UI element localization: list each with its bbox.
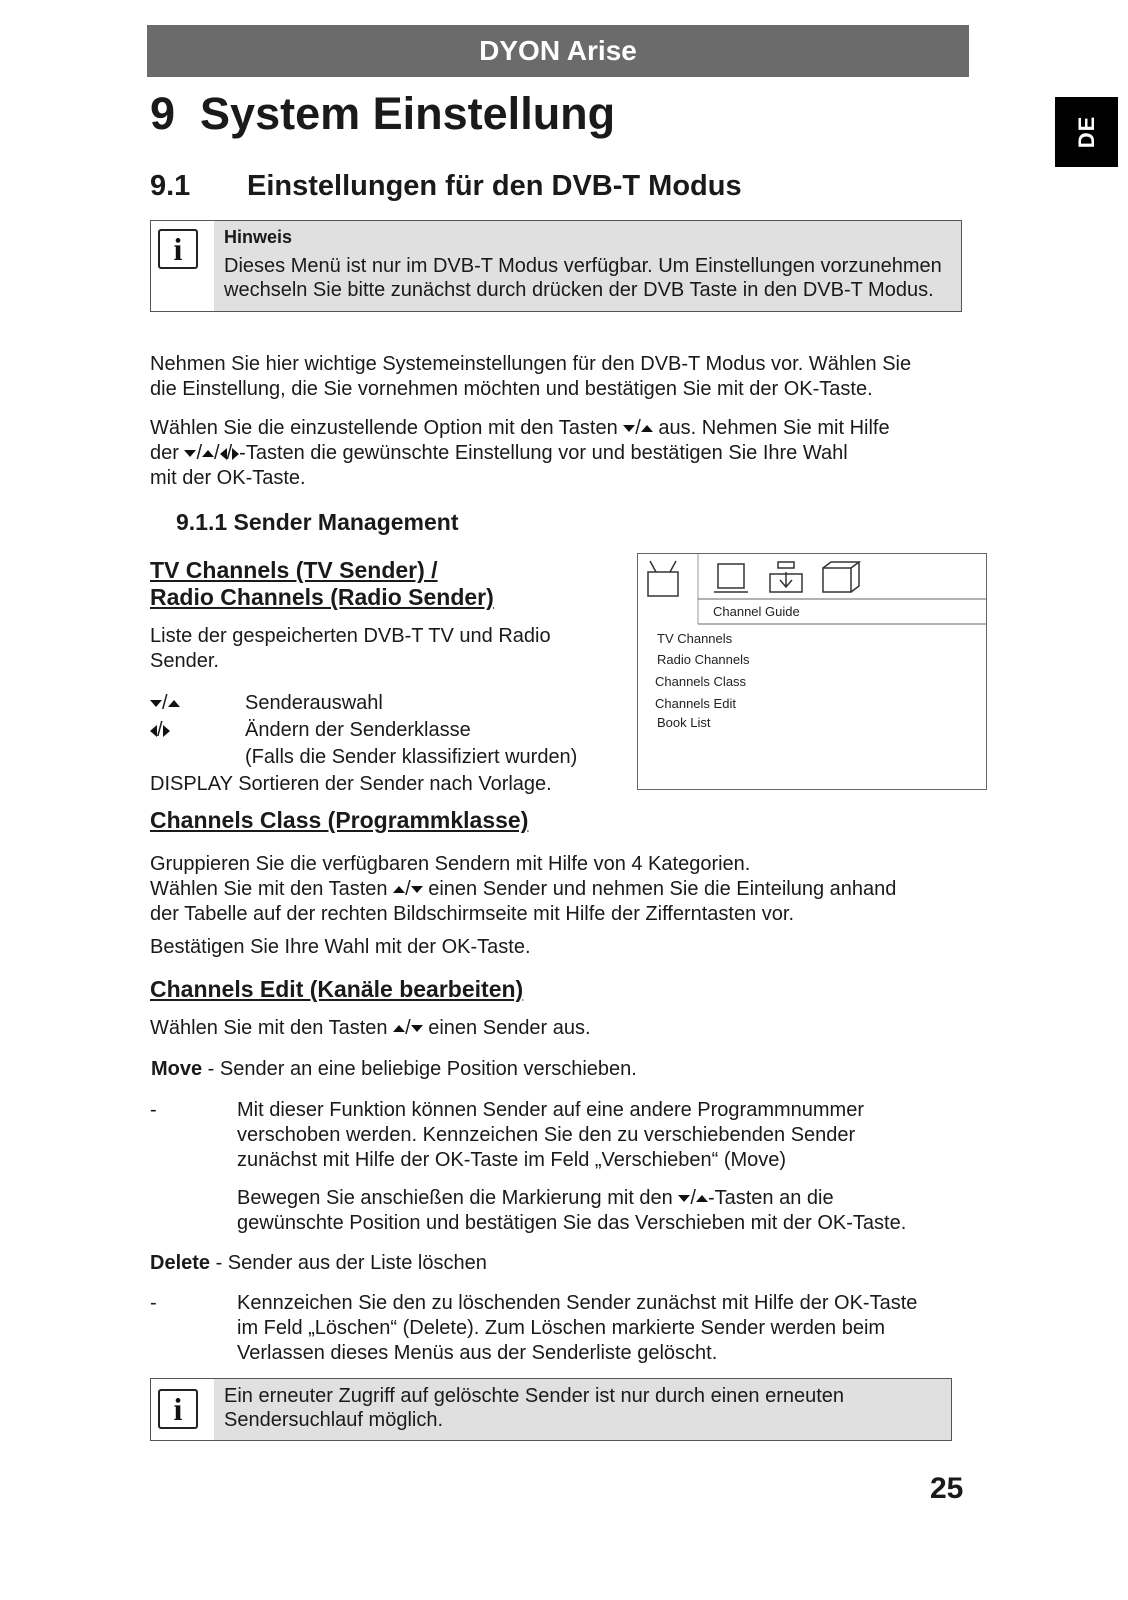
- text-line: Verlassen dieses Menüs aus der Senderliste gelöscht.: [237, 1342, 718, 1364]
- text-line: verschoben werden. Kennzeichen Sie den zu verschiebenden Sender: [237, 1124, 856, 1146]
- text-span: einen Sender und nehmen Sie die Einteilung anhand: [428, 878, 897, 900]
- text-line: die Einstellung, die Sie vornehmen möchten und bestätigen Sie mit der OK-Taste.: [150, 378, 873, 400]
- display-key-line: DISPLAY Sortieren der Sender nach Vorlage.: [150, 773, 552, 795]
- dash: -: [150, 1292, 157, 1314]
- language-tab: [1055, 97, 1118, 167]
- menu-item: Radio Channels: [657, 652, 750, 667]
- key-row: [150, 717, 552, 744]
- chapter-title: [150, 88, 615, 140]
- slash: /: [214, 442, 220, 464]
- heading-line: TV Channels (TV Sender) /: [150, 557, 438, 583]
- language-tab-label: DE: [1073, 115, 1099, 149]
- tv-icon: [648, 561, 678, 596]
- text-line: der Tabelle auf der rechten Bildschirmseite mit Hilfe der Zifferntasten vor.: [150, 903, 795, 925]
- info-icon: i: [158, 229, 198, 269]
- section-number: 9.1: [150, 170, 191, 202]
- page-number: 25: [930, 1472, 964, 1505]
- text-line: gewünschte Position und bestätigen Sie das Verschieben mit der OK-Taste.: [237, 1212, 907, 1234]
- header-title: DYON Arise: [479, 35, 637, 66]
- monitor-icon: [714, 564, 748, 592]
- arrow-down-icon: [411, 1025, 423, 1032]
- subsection-number: 9.1.1: [176, 509, 228, 535]
- arrow-left-icon: [150, 725, 157, 737]
- arrow-up-icon: [696, 1195, 708, 1202]
- channels-edit-intro: [150, 1016, 591, 1041]
- channel-guide-screenshot: [637, 553, 987, 790]
- text-span: Wählen Sie die einzustellende Option mit den Tasten: [150, 417, 618, 439]
- dash: -: [150, 1099, 157, 1121]
- text-span: Wählen Sie mit den Tasten: [150, 878, 388, 900]
- note-text: [224, 1384, 941, 1432]
- heading-line: Radio Channels (Radio Sender): [150, 584, 494, 610]
- subsection-title: [176, 509, 459, 536]
- arrow-down-icon: [184, 450, 196, 457]
- arrow-up-icon: [393, 1025, 405, 1032]
- text-span: Wählen Sie mit den Tasten: [150, 1017, 388, 1039]
- arrow-up-icon: [393, 886, 405, 893]
- intro-paragraph: [150, 416, 970, 491]
- slash: /: [635, 417, 641, 439]
- text-line: Gruppieren Sie die verfügbaren Sendern mit Hilfe von 4 Kategorien.: [150, 853, 751, 875]
- arrow-left-icon: [220, 448, 227, 460]
- slash: /: [196, 442, 203, 464]
- text-line: [150, 416, 970, 441]
- move-description: - Sender an eine beliebige Position verschieben.: [202, 1058, 637, 1080]
- slash: /: [690, 1187, 696, 1209]
- arrow-down-icon: [411, 886, 423, 893]
- key-description: Ändern der Senderklasse: [245, 719, 471, 741]
- note-line: Sendersuchlauf möglich.: [224, 1409, 444, 1431]
- channels-class-heading: Channels Class (Programmklasse): [150, 807, 529, 833]
- text-line: mit der OK-Taste.: [150, 467, 306, 489]
- text-line: Liste der gespeicherten DVB-T TV und Radio: [150, 625, 551, 647]
- note-box: [150, 1378, 952, 1441]
- section-title: Einstellungen für den DVB-T Modus: [247, 170, 742, 202]
- channels-edit-heading: Channels Edit (Kanäle bearbeiten): [150, 976, 524, 1002]
- text-line: [150, 441, 970, 466]
- tv-channels-heading: [150, 557, 494, 611]
- move-label: Move: [151, 1058, 203, 1080]
- menu-tab-title: Channel Guide: [713, 604, 800, 619]
- move-line: [151, 1057, 637, 1082]
- key-row: [150, 744, 578, 771]
- intro-paragraph: [150, 352, 970, 402]
- note-heading: Hinweis: [224, 227, 293, 247]
- key-description: Senderauswahl: [245, 692, 383, 714]
- key-description: (Falls die Sender klassifiziert wurden): [245, 746, 578, 768]
- text-span: -Tasten die gewünschte Einstellung vor und bestätigen Sie Ihre Wahl: [239, 442, 848, 464]
- key-list: [150, 690, 578, 798]
- header-bar: [147, 25, 969, 77]
- delete-paragraph: [237, 1291, 977, 1366]
- menu-item: TV Channels: [657, 631, 733, 646]
- text-line: Sender.: [150, 650, 219, 672]
- chapter-number: 9: [150, 88, 176, 139]
- arrow-up-icon: [641, 425, 653, 432]
- delete-label: Delete: [150, 1252, 211, 1274]
- note-icon-column: [151, 1379, 214, 1440]
- move-paragraph: [237, 1186, 977, 1236]
- slash: /: [405, 878, 411, 900]
- note-text: [224, 225, 951, 302]
- slash: /: [157, 719, 163, 741]
- note-line: Ein erneuter Zugriff auf gelöschte Sender ist nur durch einen erneuten: [224, 1385, 845, 1407]
- text-line: [150, 877, 980, 902]
- tv-channels-description: [150, 624, 620, 674]
- chapter-title-text: System Einstellung: [200, 88, 616, 139]
- info-icon: i: [158, 1389, 198, 1429]
- box-icon: [823, 562, 859, 592]
- arrow-down-icon: [150, 700, 162, 707]
- text-span: der: [150, 442, 179, 464]
- menu-icons: [638, 554, 986, 789]
- channels-class-confirm: Bestätigen Sie Ihre Wahl mit der OK-Taste.: [150, 936, 531, 958]
- channels-class-paragraph: [150, 852, 980, 927]
- arrow-up-icon: [202, 450, 214, 457]
- text-line: Mit dieser Funktion können Sender auf eine andere Programmnummer: [237, 1099, 864, 1121]
- menu-item: Book List: [657, 715, 711, 730]
- arrow-up-icon: [168, 700, 180, 707]
- note-box: [150, 220, 962, 312]
- text-line: Nehmen Sie hier wichtige Systemeinstellungen für den DVB-T Modus vor. Wählen Sie: [150, 353, 912, 375]
- text-line: im Feld „Löschen“ (Delete). Zum Löschen markierte Sender werden beim: [237, 1317, 886, 1339]
- text-line: Kennzeichen Sie den zu löschenden Sender zunächst mit Hilfe der OK-Taste: [237, 1292, 918, 1314]
- note-line: wechseln Sie bitte zunächst durch drücken der DVB Taste in den DVB-T Modus.: [224, 279, 934, 301]
- text-span: aus. Nehmen Sie mit Hilfe: [658, 417, 890, 439]
- arrow-right-icon: [163, 725, 170, 737]
- slash: /: [226, 442, 233, 464]
- key-row: [150, 690, 552, 717]
- text-span: Bewegen Sie anschießen die Markierung mit den: [237, 1187, 673, 1209]
- menu-item: Channels Class: [655, 674, 747, 689]
- note-line: Dieses Menü ist nur im DVB-T Modus verfügbar. Um Einstellungen vorzunehmen: [224, 255, 942, 277]
- arrow-down-icon: [623, 425, 635, 432]
- note-icon-column: [151, 221, 214, 311]
- move-paragraph: [237, 1098, 977, 1173]
- text-line: zunächst mit Hilfe der OK-Taste im Feld „Verschieben“ (Move): [237, 1149, 787, 1171]
- delete-line: [150, 1251, 487, 1276]
- text-span: einen Sender aus.: [428, 1017, 591, 1039]
- text-line: [237, 1186, 977, 1211]
- arrow-down-icon: [678, 1195, 690, 1202]
- slash: /: [405, 1017, 411, 1039]
- slash: /: [162, 692, 168, 714]
- text-span: -Tasten an die: [707, 1187, 834, 1209]
- download-icon: [770, 562, 802, 592]
- subsection-title-text: Sender Management: [233, 509, 459, 535]
- delete-description: - Sender aus der Liste löschen: [210, 1252, 487, 1274]
- menu-item: Channels Edit: [655, 696, 736, 711]
